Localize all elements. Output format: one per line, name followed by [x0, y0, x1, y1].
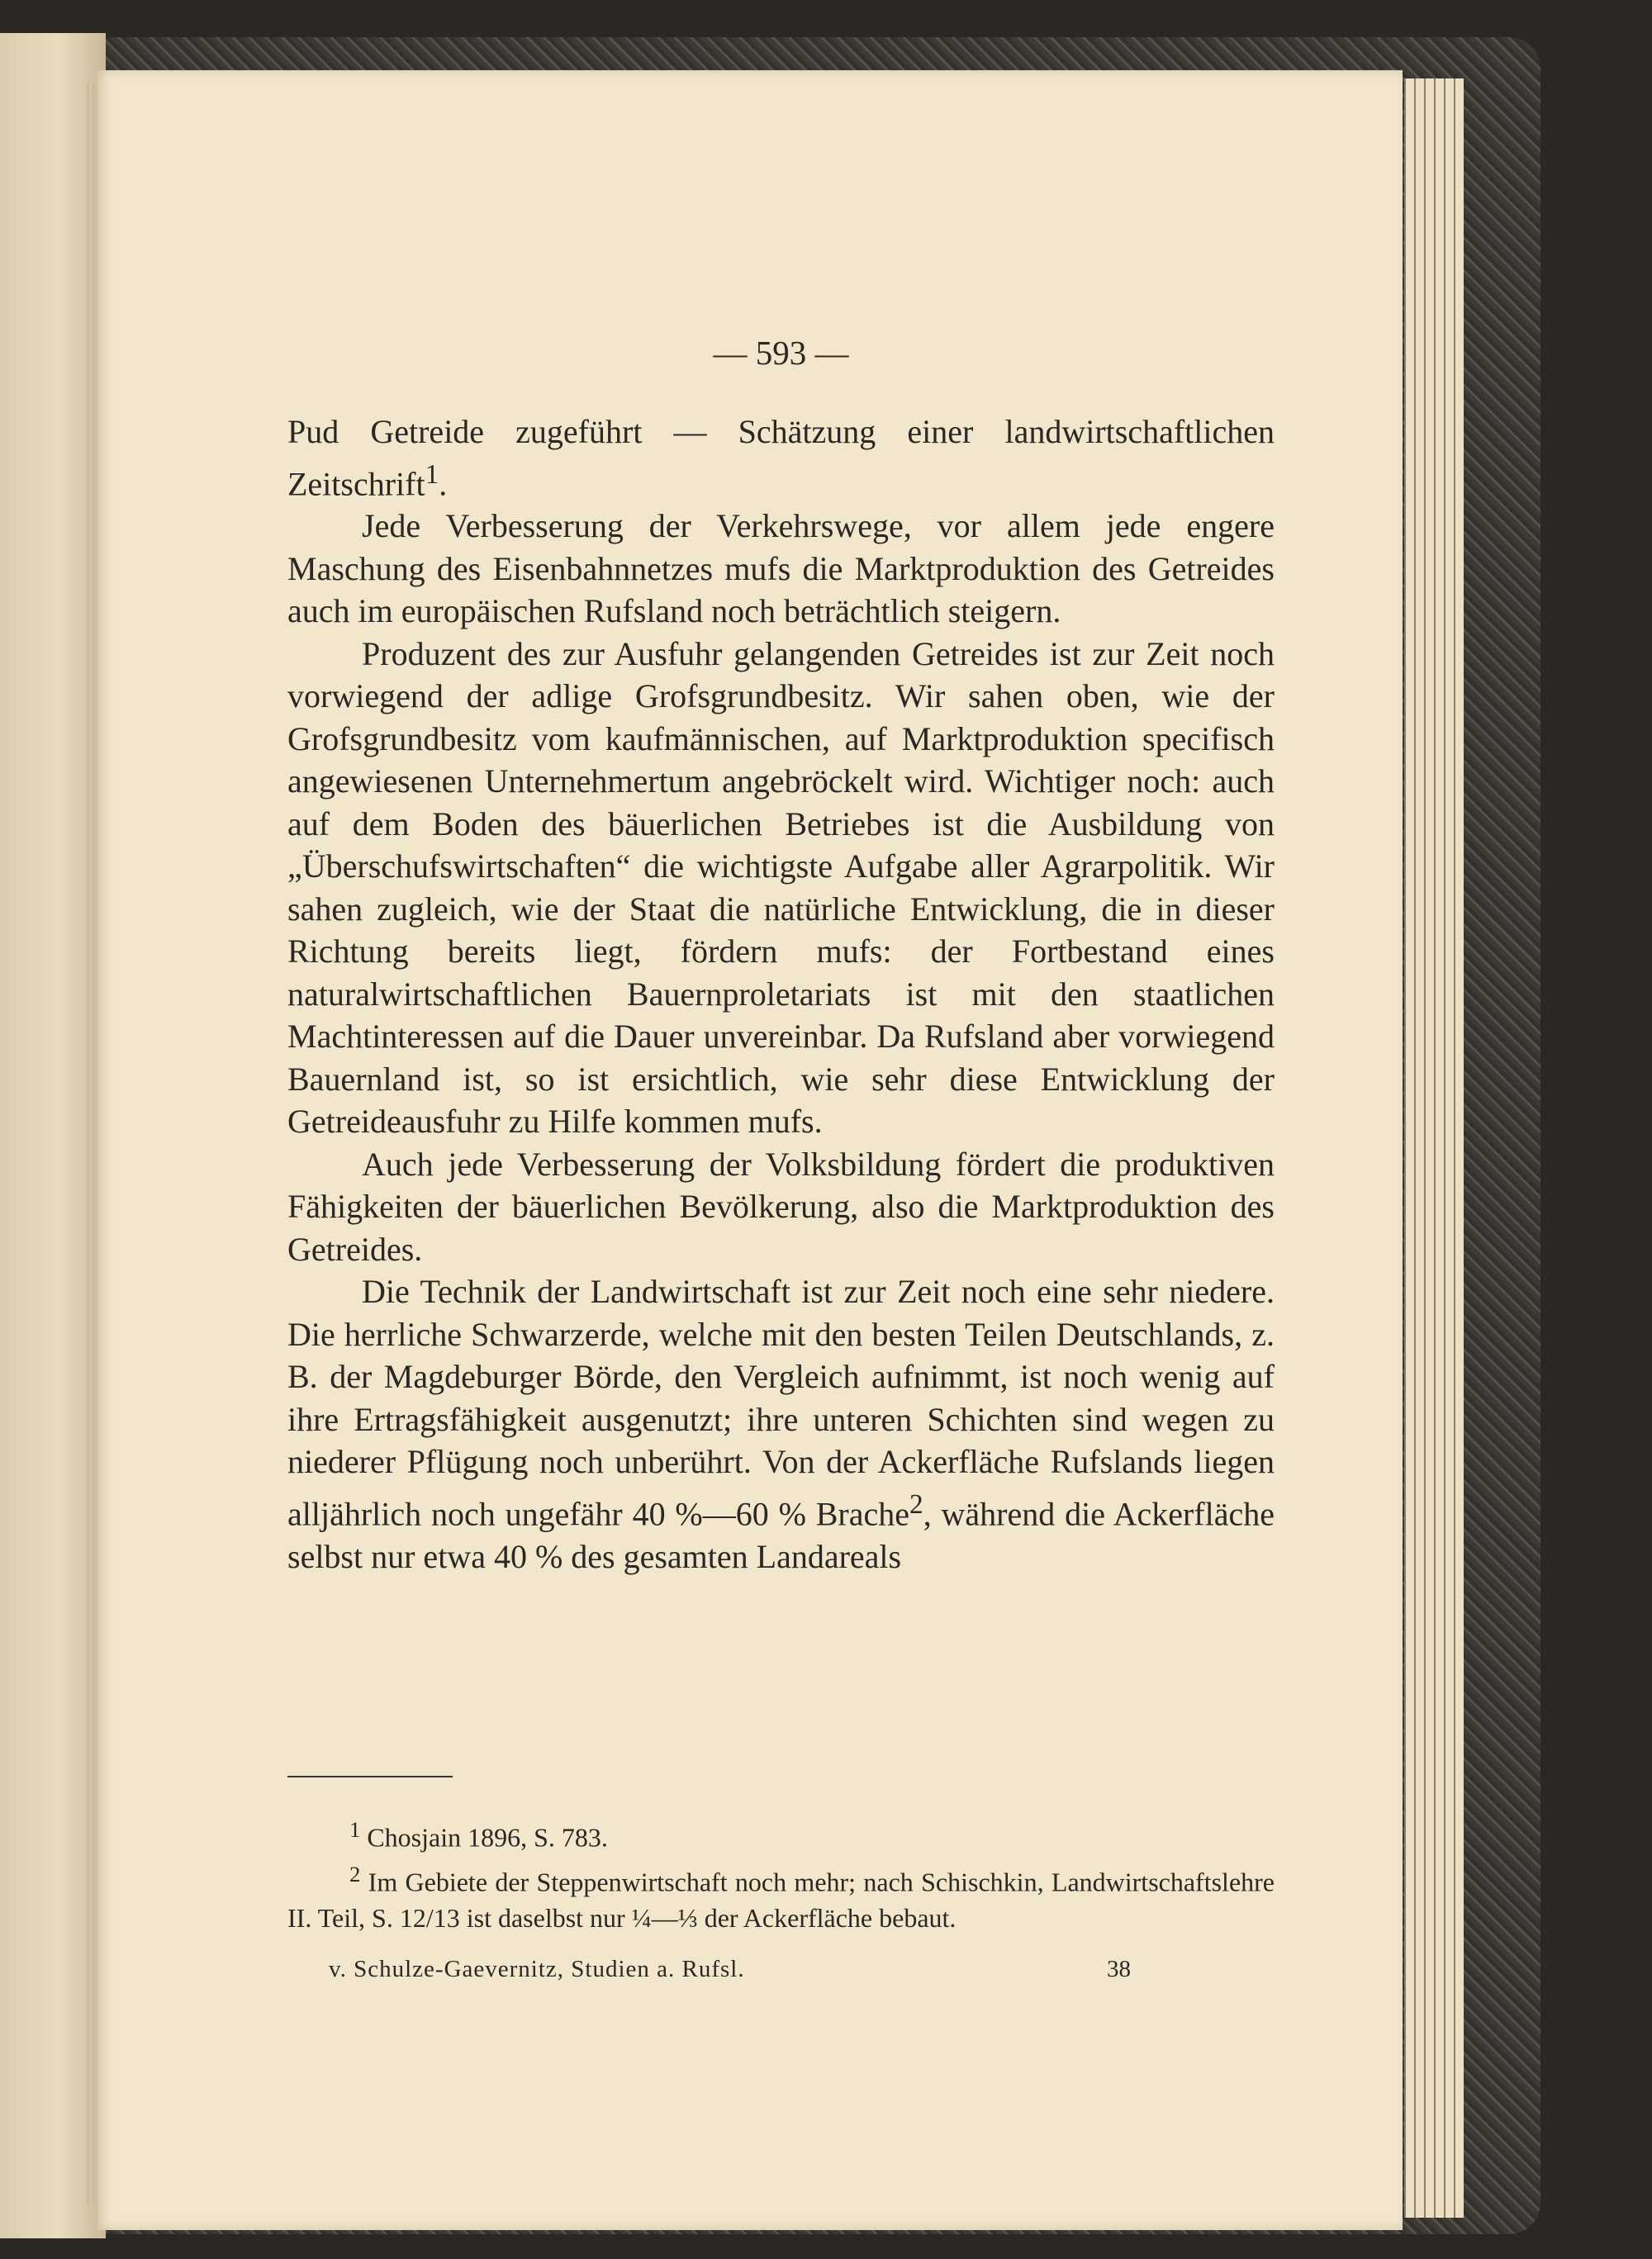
paragraph-technik: Die Technik der Landwirtschaft ist zur Zeit noch eine sehr niedere. Die herrliche Schwarzerde, welche mit den besten Teilen Deutschlands, z. B. der Magdeburger Börde, den Vergleich aufnimmt, ist noch wenig auf ihre Ertragsfähigkeit ausgenutzt; ihre unteren Schichten sind wegen zu niederer Pflügung noch unberührt. Von der Ackerfläche Rufslands liegen alljährlich noch ungefähr 40 %—60 % Brache$^2$, während die Ackerfläche selbst nur etwa 40 % des gesamten Landareals [287, 1273, 1275, 1575]
footnote-1 [287, 1811, 1275, 1856]
left-page-stack [87, 83, 89, 2205]
paragraph-continuation: Pud Getreide zugeführt — Schätzung einer landwirtschaftlichen Zeitschrift$^1$. [287, 413, 1275, 502]
signature-number: 38 [1107, 1956, 1131, 1982]
body-text [287, 411, 1275, 1578]
left-page-edge [0, 33, 106, 2238]
footnote-text: Chosjain 1896, S. 783. [367, 1822, 608, 1853]
footnote-divider [287, 1776, 453, 1777]
paragraph-verkehrswege: Jede Verbesserung der Verkehrswege, vor allem jede engere Maschung des Eisenbahnnetzes mufs die Marktproduktion des Getreides auch im europäischen Rufsland noch beträchtlich steigern. [287, 507, 1275, 630]
footnote-marker: 1 [349, 1817, 361, 1842]
page-edge [1414, 78, 1424, 2218]
page-edge [1424, 78, 1434, 2218]
book-page [97, 70, 1403, 2230]
footnote-2 [287, 1856, 1275, 1937]
left-page-stack [93, 83, 95, 2205]
footnotes [287, 1811, 1275, 1936]
footnote-marker: 2 [349, 1861, 361, 1886]
signature-title: v. Schulze-Gaevernitz, Studien a. Rufsl. [329, 1956, 745, 1982]
page-edge [1444, 78, 1454, 2218]
paragraph-volksbildung: Auch jede Verbesserung der Volksbildung fördert die produktiven Fähigkeiten der bäuerlichen Bevölkerung, also die Marktproduktion des Getreides. [287, 1145, 1275, 1268]
footnote-ref-1: 1 [425, 458, 439, 490]
footnote-text: Im Gebiete der Steppenwirtschaft noch mehr; nach Schischkin, Landwirtschaftslehre II. Teil, S. 12/13 ist daselbst nur ¼—⅓ der Ackerfläche bebaut. [287, 1867, 1275, 1934]
page-edge [1404, 78, 1414, 2218]
page-number: — 593 — [713, 334, 849, 372]
footnote-ref-2: 2 [909, 1488, 923, 1520]
paragraph-produzent: Produzent des zur Ausfuhr gelangenden Getreides ist zur Zeit noch vorwiegend der adlige Grofsgrundbesitz. Wir sahen oben, wie der Grofsgrundbesitz vom kaufmännischen, auf Marktproduktion specifisch angewiesenen Unternehmertum angebröckelt wird. Wichtiger noch: auch auf dem Boden des bäuerlichen Betriebes ist die Ausbildung von „Überschufswirtschaften“ die wichtigste Aufgabe aller Agrarpolitik. Wir sahen zugleich, wie der Staat die natürliche Entwicklung, die in dieser Richtung bereits liegt, fördern mufs: der Fortbestand eines naturalwirtschaftlichen Bauernproletariats ist mit den staatlichen Machtinteressen auf die Dauer unvereinbar. Da Rufsland aber vorwiegend Bauernland ist, so ist ersichtlich, wie sehr diese Entwicklung der Getreideausfuhr zu Hilfe kommen mufs. [287, 634, 1275, 1141]
page-edge [1434, 78, 1444, 2218]
page-edge [1454, 78, 1464, 2218]
